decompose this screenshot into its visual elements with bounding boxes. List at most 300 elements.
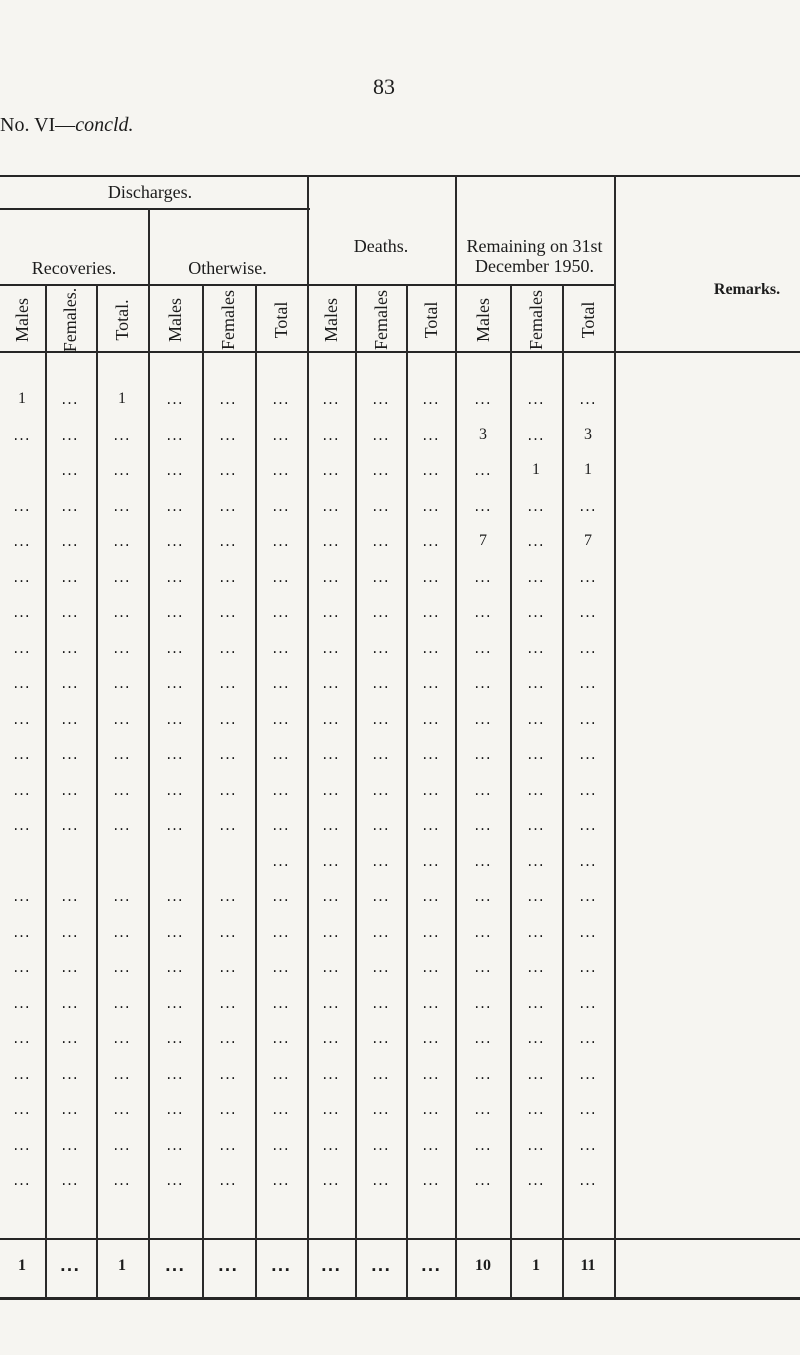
- table-cell: ...: [372, 674, 390, 692]
- table-cell: ...: [272, 958, 290, 976]
- rule-col-1: [45, 284, 47, 1298]
- table-cell: ...: [272, 461, 290, 479]
- table-cell: ...: [322, 1064, 340, 1083]
- table-cell: ...: [527, 532, 545, 550]
- rule-col-3: [148, 208, 150, 1298]
- table-cell: ...: [474, 922, 492, 941]
- rule-col-9: [455, 175, 457, 1298]
- table-cell: ...: [113, 1029, 131, 1047]
- table-cell: ...: [322, 958, 340, 976]
- table-cell: ...: [113, 1171, 131, 1189]
- table-cell: ...: [272, 780, 290, 799]
- table-cell: ...: [13, 425, 31, 444]
- table-cell: ...: [61, 780, 79, 799]
- table-cell: ...: [527, 851, 545, 870]
- table-cell: ...: [422, 425, 440, 444]
- table-cell: ...: [322, 745, 340, 763]
- table-cell: ...: [166, 993, 184, 1012]
- table-cell: ...: [61, 1171, 79, 1189]
- table-cell: ...: [579, 1029, 597, 1047]
- table-cell: ...: [474, 496, 492, 515]
- table-cell: ...: [579, 816, 597, 834]
- table-cell: ...: [219, 780, 237, 799]
- table-cell: ...: [166, 674, 184, 692]
- table-cell: ...: [113, 993, 131, 1012]
- table-cell: ...: [372, 390, 390, 408]
- table-cell: ...: [372, 993, 390, 1012]
- table-cell: ...: [322, 1029, 340, 1047]
- table-cell: ...: [272, 496, 290, 515]
- table-cell: ...: [579, 1135, 597, 1154]
- table-cell: ...: [322, 425, 340, 444]
- table-cell: [2, 458, 42, 482]
- table-cell: ...: [13, 1100, 31, 1118]
- table-cell: ...: [166, 1100, 184, 1118]
- rule-col-10: [510, 284, 512, 1298]
- table-cell: ...: [322, 1135, 340, 1154]
- table-cell: ...: [166, 532, 184, 550]
- table-cell: ...: [579, 1064, 597, 1083]
- table-cell: ...: [219, 674, 237, 692]
- table-cell: ...: [422, 851, 440, 870]
- table-cell: ...: [422, 958, 440, 976]
- table-cell: ...: [219, 816, 237, 834]
- table-cell: ...: [166, 425, 184, 444]
- table-cell: ...: [322, 1100, 340, 1118]
- table-cell: ...: [166, 1135, 184, 1154]
- total-cell: ...: [217, 1257, 239, 1275]
- table-cell: ...: [474, 461, 492, 479]
- table-cell: ...: [272, 993, 290, 1012]
- table-cell: ...: [61, 638, 79, 657]
- table-cell: ...: [372, 1100, 390, 1118]
- table-cell: ...: [422, 567, 440, 586]
- table-cell: ...: [527, 1100, 545, 1118]
- table-cell: ...: [219, 496, 237, 515]
- table-cell: ...: [13, 496, 31, 515]
- table-cell: ...: [372, 745, 390, 763]
- table-cell: ...: [527, 1135, 545, 1154]
- table-cell: ...: [474, 993, 492, 1012]
- table-cell: ...: [322, 993, 340, 1012]
- table-cell: 3: [584, 425, 592, 443]
- table-cell: ...: [372, 1029, 390, 1047]
- table-cell: ...: [61, 461, 79, 479]
- table-cell: ...: [579, 780, 597, 799]
- header-remarks: Remarks.: [713, 281, 781, 298]
- table-cell: ...: [113, 496, 131, 515]
- table-cell: ...: [272, 816, 290, 834]
- table-cell: ...: [272, 1100, 290, 1118]
- table-cell: ...: [272, 425, 290, 444]
- table-cell: ...: [219, 1171, 237, 1189]
- table-cell: ...: [272, 390, 290, 408]
- table-cell: ...: [61, 532, 79, 550]
- table-cell: ...: [322, 816, 340, 834]
- table-cell: ...: [219, 1100, 237, 1118]
- table-cell: ...: [113, 674, 131, 692]
- table-cell: ...: [166, 958, 184, 976]
- table-cell: [155, 849, 195, 873]
- table-cell: ...: [166, 638, 184, 657]
- table-cell: ...: [166, 1029, 184, 1047]
- table-cell: ...: [166, 922, 184, 941]
- table-cell: ...: [527, 780, 545, 799]
- table-cell: ...: [322, 532, 340, 550]
- table-cell: ...: [422, 1029, 440, 1047]
- table-cell: ...: [166, 816, 184, 834]
- table-cell: [2, 849, 42, 873]
- table-cell: ...: [219, 567, 237, 586]
- table-cell: ...: [113, 567, 131, 586]
- table-cell: ...: [322, 922, 340, 941]
- table-cell: ...: [272, 922, 290, 941]
- table-cell: ...: [166, 745, 184, 763]
- rule-col-12: [614, 175, 616, 1298]
- table-cell: ...: [322, 603, 340, 621]
- table-cell: ...: [527, 603, 545, 621]
- table-cell: ...: [372, 922, 390, 941]
- table-cell: ...: [113, 816, 131, 834]
- rule-header-2: [0, 208, 310, 210]
- table-cell: ...: [322, 887, 340, 905]
- table-cell: ...: [166, 390, 184, 408]
- table-cell: ...: [61, 390, 79, 408]
- table-cell: ...: [113, 532, 131, 550]
- table-cell: ...: [219, 709, 237, 728]
- subheader-col-4: Males: [165, 298, 185, 342]
- table-cell: ...: [219, 1064, 237, 1083]
- table-cell: ...: [61, 425, 79, 444]
- table-cell: ...: [579, 638, 597, 657]
- table-cell: ...: [322, 567, 340, 586]
- table-cell: ...: [527, 425, 545, 444]
- table-cell: ...: [13, 638, 31, 657]
- table-cell: ...: [13, 780, 31, 799]
- table-cell: ...: [113, 1064, 131, 1083]
- subheader-col-1: Males: [12, 298, 32, 342]
- table-cell: ...: [113, 1100, 131, 1118]
- table-cell: 7: [584, 532, 592, 549]
- table-cell: ...: [579, 993, 597, 1012]
- table-cell: ...: [579, 1171, 597, 1189]
- table-cell: ...: [422, 709, 440, 728]
- table-cell: ...: [272, 745, 290, 763]
- table-cell: ...: [113, 461, 131, 479]
- table-cell: ...: [474, 709, 492, 728]
- table-cell: ...: [166, 567, 184, 586]
- table-cell: ...: [527, 567, 545, 586]
- table-cell: ...: [527, 993, 545, 1012]
- table-cell: ...: [579, 603, 597, 621]
- table-cell: ...: [527, 638, 545, 657]
- total-cell: ...: [420, 1257, 442, 1275]
- total-cell: ...: [270, 1257, 292, 1275]
- table-cell: ...: [422, 638, 440, 657]
- table-cell: ...: [272, 1171, 290, 1189]
- table-cell: ...: [13, 745, 31, 763]
- table-cell: ...: [322, 390, 340, 408]
- table-cell: ...: [13, 674, 31, 692]
- subheader-col-6: Total: [271, 301, 291, 339]
- table-cell: ...: [272, 532, 290, 550]
- subheader-col-9: Total: [421, 301, 441, 339]
- table-cell: ...: [13, 1029, 31, 1047]
- table-cell: ...: [113, 887, 131, 905]
- table-cell: ...: [579, 496, 597, 515]
- subheader-col-2: Females.: [60, 287, 80, 353]
- subheader-col-7: Males: [321, 298, 341, 342]
- table-cell: ...: [166, 887, 184, 905]
- table-cell: ...: [219, 993, 237, 1012]
- table-cell: ...: [474, 816, 492, 834]
- table-cell: ...: [61, 567, 79, 586]
- table-cell: ...: [372, 816, 390, 834]
- table-cell: [208, 849, 248, 873]
- table-cell: 7: [479, 532, 487, 549]
- total-cell: 1: [118, 1257, 126, 1274]
- table-cell: ...: [527, 390, 545, 408]
- table-cell: ...: [372, 1171, 390, 1189]
- total-cell: 11: [580, 1257, 596, 1274]
- table-cell: ...: [372, 461, 390, 479]
- rule-col-2: [96, 284, 98, 1298]
- table-cell: ...: [13, 1064, 31, 1083]
- total-cell: 1: [18, 1257, 26, 1274]
- table-cell: 1: [118, 390, 126, 407]
- table-cell: ...: [13, 1135, 31, 1154]
- table-cell: ...: [113, 780, 131, 799]
- table-cell: ...: [166, 603, 184, 621]
- table-cell: ...: [272, 851, 290, 870]
- table-cell: ...: [372, 887, 390, 905]
- table-cell: ...: [272, 674, 290, 692]
- table-cell: ...: [422, 922, 440, 941]
- table-cell: 1: [584, 461, 592, 478]
- total-cell: ...: [164, 1257, 186, 1275]
- table-cell: ...: [579, 851, 597, 870]
- table-cell: ...: [272, 638, 290, 657]
- table-cell: ...: [474, 1100, 492, 1118]
- total-cell: ...: [59, 1257, 81, 1275]
- table-cell: ...: [527, 922, 545, 941]
- table-cell: ...: [322, 461, 340, 479]
- rule-col-6: [307, 175, 309, 1298]
- total-cell: ...: [320, 1257, 342, 1275]
- table-cell: ...: [422, 745, 440, 763]
- table-cell: ...: [474, 603, 492, 621]
- table-cell: ...: [219, 425, 237, 444]
- table-cell: ...: [272, 887, 290, 905]
- table-cell: ...: [113, 709, 131, 728]
- table-cell: ...: [579, 958, 597, 976]
- table-cell: ...: [422, 1064, 440, 1083]
- table-cell: ...: [322, 780, 340, 799]
- table-cell: ...: [474, 1029, 492, 1047]
- table-cell: ...: [13, 532, 31, 550]
- table-cell: ...: [474, 567, 492, 586]
- table-cell: ...: [372, 603, 390, 621]
- table-cell: ...: [219, 532, 237, 550]
- table-cell: ...: [527, 1171, 545, 1189]
- table-cell: ...: [579, 709, 597, 728]
- table-cell: ...: [272, 1029, 290, 1047]
- table-cell: ...: [372, 567, 390, 586]
- subheader-col-5: Females: [218, 290, 238, 350]
- table-cell: ...: [61, 922, 79, 941]
- table-cell: ...: [474, 1171, 492, 1189]
- table-cell: ...: [322, 674, 340, 692]
- table-cell: [50, 849, 90, 873]
- table-cell: ...: [322, 638, 340, 657]
- table-cell: 1: [18, 390, 26, 407]
- caption-prefix: No. VI—: [0, 114, 76, 136]
- subheader-col-11: Females: [526, 290, 546, 350]
- table-cell: ...: [61, 1029, 79, 1047]
- table-cell: ...: [272, 709, 290, 728]
- table-cell: ...: [272, 567, 290, 586]
- table-cell: ...: [113, 425, 131, 444]
- total-cell: ...: [370, 1257, 392, 1275]
- table-cell: ...: [61, 816, 79, 834]
- table-cell: ...: [13, 709, 31, 728]
- table-cell: ...: [474, 851, 492, 870]
- table-cell: ...: [13, 887, 31, 905]
- table-cell: ...: [422, 390, 440, 408]
- table-cell: ...: [13, 816, 31, 834]
- table-cell: ...: [527, 674, 545, 692]
- table-cell: ...: [579, 674, 597, 692]
- table-cell: ...: [61, 496, 79, 515]
- total-cell: 10: [475, 1257, 491, 1274]
- table-cell: ...: [166, 709, 184, 728]
- table-cell: ...: [219, 745, 237, 763]
- total-cell: 1: [532, 1257, 540, 1274]
- table-cell: ...: [372, 958, 390, 976]
- rule-col-11: [562, 284, 564, 1298]
- table-cell: ...: [166, 780, 184, 799]
- table-cell: ...: [219, 390, 237, 408]
- table-cell: ...: [166, 1064, 184, 1083]
- table-cell: ...: [579, 390, 597, 408]
- table-cell: ...: [527, 887, 545, 905]
- table-cell: 3: [479, 425, 487, 443]
- table-cell: ...: [13, 922, 31, 941]
- table-cell: ...: [527, 745, 545, 763]
- table-cell: ...: [61, 1135, 79, 1154]
- table-cell: ...: [61, 1064, 79, 1083]
- table-cell: ...: [422, 816, 440, 834]
- table-cell: ...: [372, 532, 390, 550]
- table-cell: 1: [532, 461, 540, 478]
- table-cell: ...: [527, 1064, 545, 1083]
- table-cell: ...: [474, 745, 492, 763]
- table-cell: ...: [13, 567, 31, 586]
- table-cell: ...: [422, 887, 440, 905]
- table-cell: ...: [422, 780, 440, 799]
- table-cell: ...: [474, 780, 492, 799]
- page-number: 83: [373, 74, 395, 99]
- table-cell: ...: [61, 887, 79, 905]
- table-cell: ...: [13, 958, 31, 976]
- table-cell: ...: [113, 1135, 131, 1154]
- table-cell: ...: [272, 1135, 290, 1154]
- table-cell: ...: [372, 1064, 390, 1083]
- table-cell: ...: [61, 1100, 79, 1118]
- subheader-col-10: Males: [473, 298, 493, 342]
- table-cell: ...: [322, 709, 340, 728]
- table-cell: ...: [113, 745, 131, 763]
- table-cell: ...: [422, 1100, 440, 1118]
- table-cell: ...: [322, 496, 340, 515]
- rule-col-4: [202, 284, 204, 1298]
- table-cell: ...: [372, 496, 390, 515]
- table-cell: ...: [579, 745, 597, 763]
- table-cell: ...: [372, 425, 390, 444]
- table-cell: ...: [61, 709, 79, 728]
- header-recoveries: Recoveries.: [31, 258, 117, 278]
- table-cell: ...: [372, 1135, 390, 1154]
- table-cell: ...: [219, 638, 237, 657]
- table-cell: ...: [474, 958, 492, 976]
- table-cell: ...: [422, 1171, 440, 1189]
- table-cell: ...: [13, 993, 31, 1012]
- rule-col-8: [406, 284, 408, 1298]
- rule-bottom: [0, 1297, 800, 1300]
- table-cell: ...: [219, 922, 237, 941]
- table-cell: ...: [579, 1100, 597, 1118]
- table-cell: ...: [474, 1135, 492, 1154]
- table-cell: ...: [474, 390, 492, 408]
- table-cell: ...: [372, 638, 390, 657]
- table-cell: ...: [166, 461, 184, 479]
- table-cell: ...: [219, 1029, 237, 1047]
- table-cell: ...: [527, 816, 545, 834]
- table-cell: ...: [422, 496, 440, 515]
- subheader-col-8: Females: [371, 290, 391, 350]
- table-cell: ...: [527, 1029, 545, 1047]
- table-cell: ...: [372, 780, 390, 799]
- table-cell: [102, 849, 142, 873]
- table-cell: ...: [422, 674, 440, 692]
- table-cell: ...: [13, 1171, 31, 1189]
- table-cell: ...: [422, 993, 440, 1012]
- table-cell: ...: [219, 461, 237, 479]
- table-cell: ...: [219, 887, 237, 905]
- rule-top: [0, 175, 800, 177]
- table-cell: ...: [422, 1135, 440, 1154]
- table-cell: ...: [13, 603, 31, 621]
- header-discharges: Discharges.: [107, 182, 193, 202]
- table-cell: ...: [166, 1171, 184, 1189]
- rule-totals-top: [0, 1238, 800, 1240]
- table-cell: ...: [219, 603, 237, 621]
- table-cell: ...: [422, 532, 440, 550]
- table-cell: ...: [579, 887, 597, 905]
- subheader-col-12: Total: [578, 301, 598, 339]
- table-cell: ...: [527, 958, 545, 976]
- table-cell: ...: [219, 958, 237, 976]
- table-cell: ...: [61, 958, 79, 976]
- header-remaining-line-1: Remaining on 31st: [466, 236, 603, 256]
- header-remaining-line-2: December 1950.: [475, 256, 594, 276]
- table-cell: ...: [61, 674, 79, 692]
- header-otherwise: Otherwise.: [188, 258, 267, 278]
- table-cell: ...: [527, 709, 545, 728]
- subheader-col-3: Total.: [112, 299, 132, 341]
- table-cell: ...: [474, 638, 492, 657]
- table-cell: ...: [372, 709, 390, 728]
